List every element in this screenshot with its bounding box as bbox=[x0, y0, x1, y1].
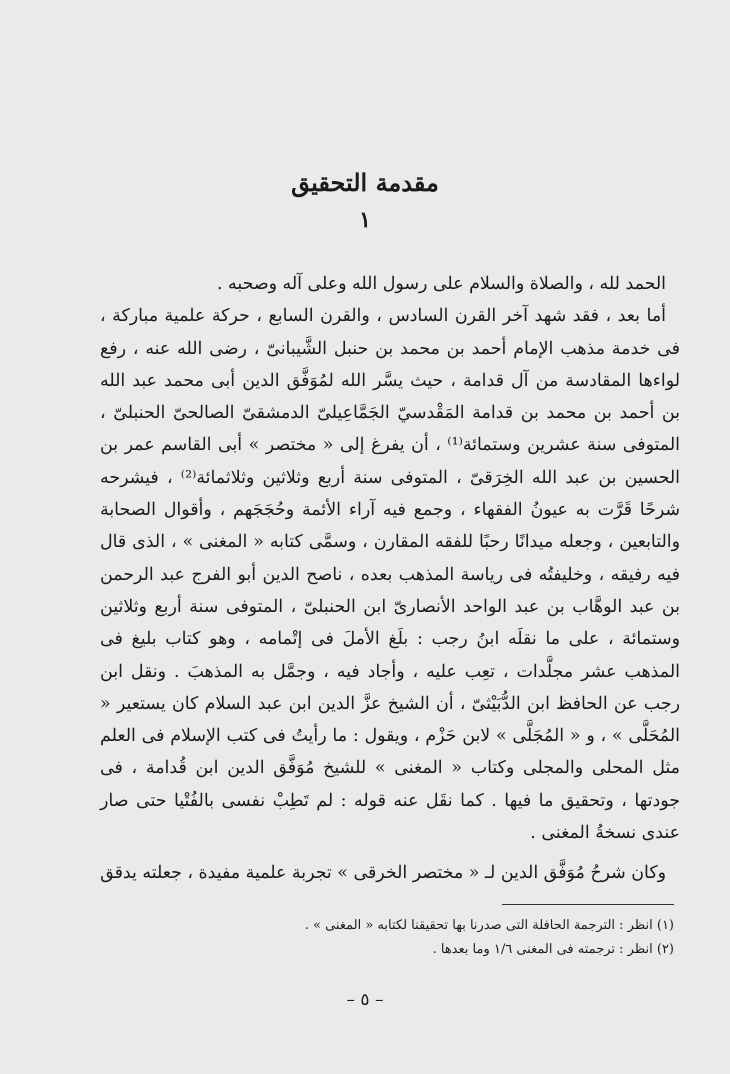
footnote-1: (١) انظر : الترجمة الحافلة التى صدرنا بها تحقيقنا لكتابه « المغنى » . bbox=[304, 918, 674, 933]
main-paragraph: أما بعد ، فقد شهد آخر القرن السادس ، والقرن السابع ، حركة علمية مباركة ، فى خدمة مذهب الإمام أحمد بن محمد بن حنبل الشَّيبانىّ ، رضى الله عنه ، رفع لواءها المقادسة من آل قدامة ، حيث يسَّر الله لمُوَفَّق الدين أبى محمد عبد الله بن أحمد بن محمد بن قدامة المَقْدسيّ الجَمَّاعِيلىّ الدمشقىّ الصالحىّ الحنبلىّ ، المتوفى سنة عشرين وستمائة⁽¹⁾ ، أن يفرغ إلى « مختصر » أبى القاسم عمر بن الحسين بن عبد الله الخِرَقىّ ، المتوفى سنة أربع وثلاثين وثلاثمائة⁽²⁾ ، فيشرحه شرحًا قَرَّت به عيونُ الفقهاء ، وجمع فيه آراء الأئمة وحُجَجَهم ، وأقوال الصحابة والتابعين ، وجعله ميدانًا رحبًا للفقه المقارن ، وسمَّى كتابه « المغنى » ، الذى قال فيه رفيقه ، وخليفتُه فى رياسة المذهب بعده ، ناصح الدين أبو الفرج عبد الرحمن بن عبد الوهَّاب بن عبد الواحد الأنصارىّ ابن الحنبلىّ ، المتوفى سنة أربع وثلاثين وستمائة ، على ما نقلَه ابنُ رجب : بلَغ الأملَ فى إتْمامه ، وهو كتاب بليغ فى المذهب عشر مجلَّدات ، تعِب عليه ، وأجاد فيه ، وجمَّل به المذهبَ . ونقل ابن رجب عن الحافظ ابن الدُّبَيْثىّ ، أن الشيخ عزَّ الدين ابن عبد السلام كان يستعير « المُحَلَّى » ، و « المُجَلَّى » لابن حَزْم ، ويقول : ما رأيتُ فى كتب الإسلام فى العلم مثل المحلى والمجلى وكتاب « المغنى » للشيخ مُوَفَّق الدين ابن قُدامة ، فى جودتها ، وتحقيق ما فيها . كما نقَل عنه قوله : لم تَطِبْ نفسى بالفُتْيا حتى صار عندى نسخةُ المغنى . bbox=[100, 306, 680, 844]
section-number: ١ bbox=[359, 207, 371, 233]
footnote-separator bbox=[502, 904, 674, 905]
footnotes bbox=[94, 914, 674, 962]
body-text bbox=[100, 268, 680, 890]
footnote-2: (٢) انظر : ترجمته فى المغنى ١/٦ وما بعدها . bbox=[432, 942, 674, 957]
page-title: مقدمة التحقيق bbox=[291, 168, 439, 197]
closing-paragraph: وكان شرحُ مُوَفَّق الدين لـ « مختصر الخرقى » تجربة علمية مفيدة ، جعلته يدقق bbox=[100, 863, 666, 884]
opening-paragraph: الحمد لله ، والصلاة والسلام على رسول الله وعلى آله وصحبه . bbox=[216, 274, 666, 294]
page-number: – ٥ – bbox=[346, 990, 384, 1010]
